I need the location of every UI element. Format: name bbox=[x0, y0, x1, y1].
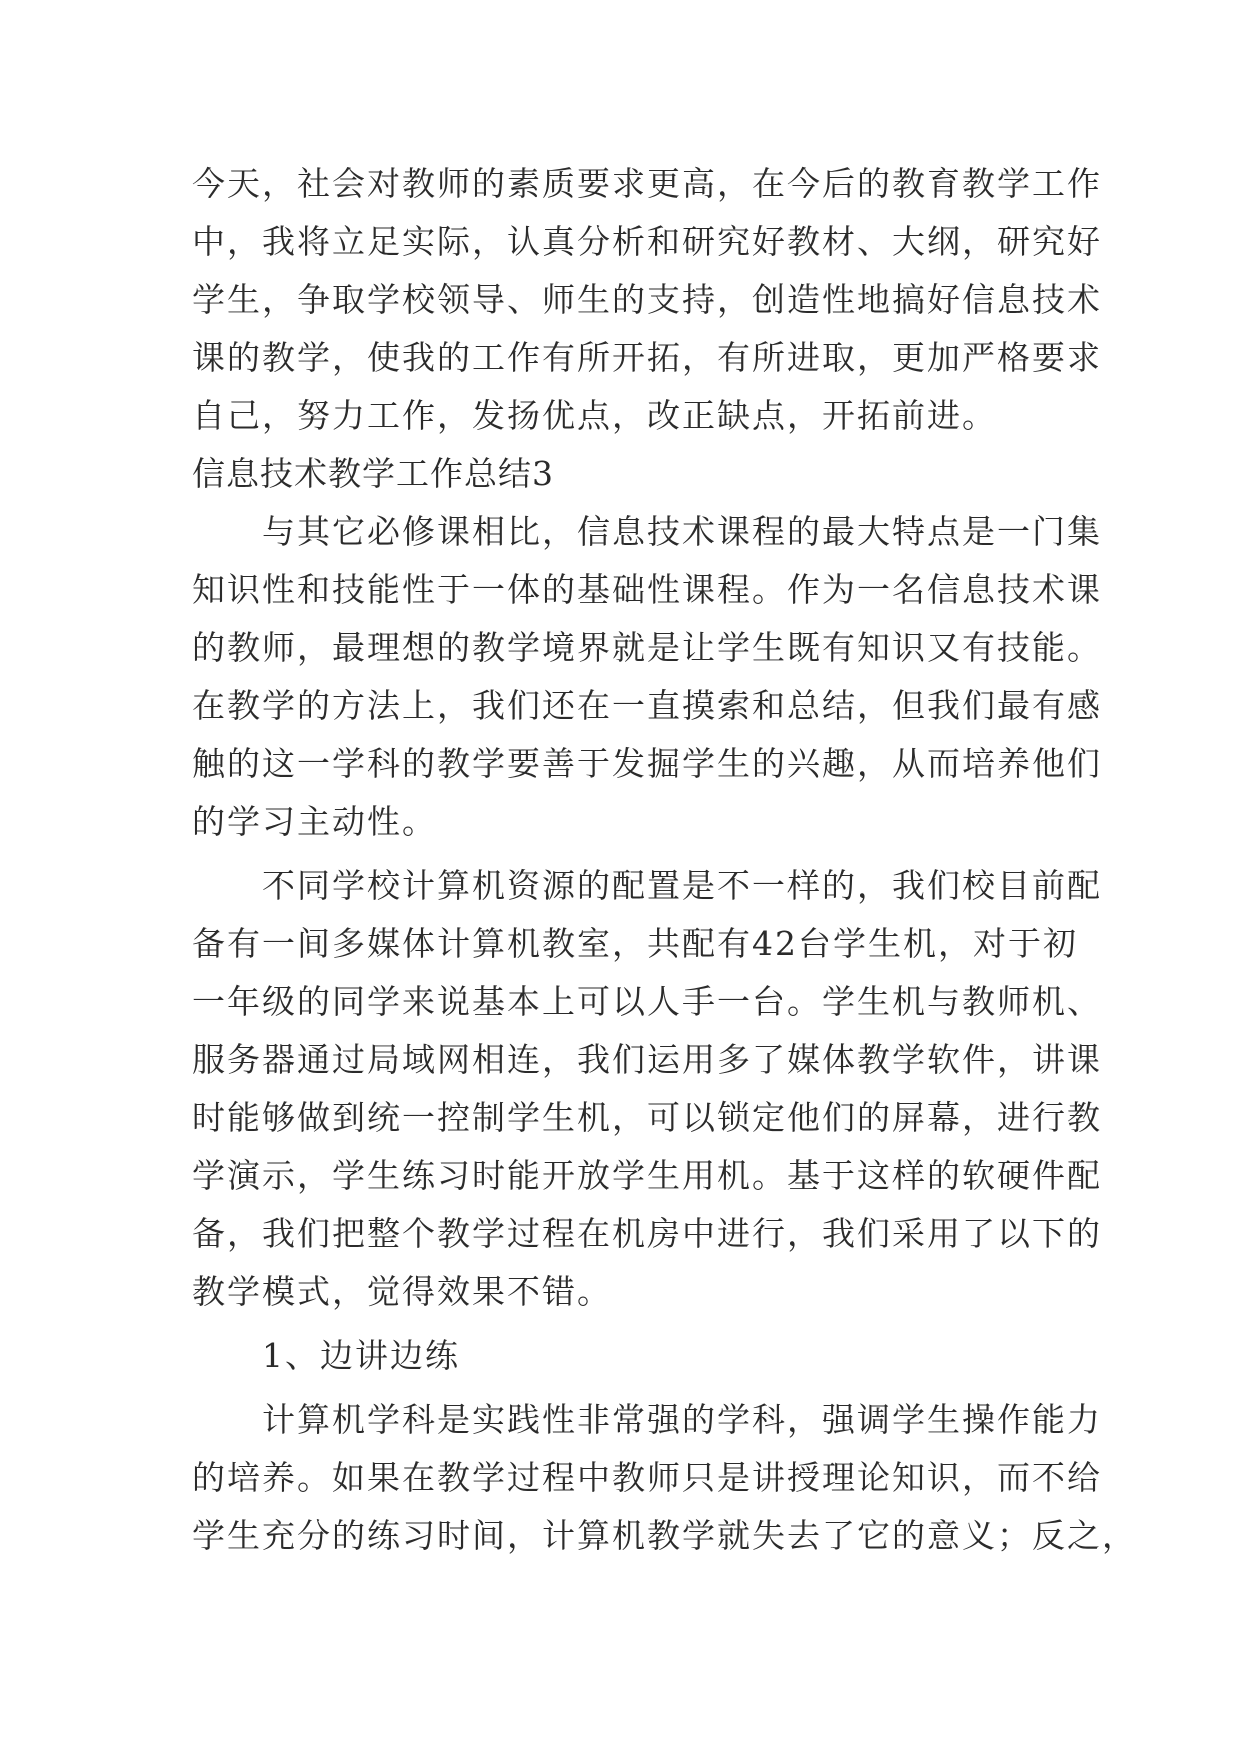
text-line: 教学模式，觉得效果不错。 bbox=[192, 1272, 612, 1311]
text-line: 中，我将立足实际，认真分析和研究好教材、大纲，研究好 bbox=[192, 222, 1102, 261]
text-line: 的培养。如果在教学过程中教师只是讲授理论知识，而不给 bbox=[192, 1458, 1102, 1497]
text-line: 的教师，最理想的教学境界就是让学生既有知识又有技能。 bbox=[192, 628, 1102, 667]
text-line: 自己，努力工作，发扬优点，改正缺点，开拓前进。 bbox=[192, 396, 997, 435]
text-line: 学生，争取学校领导、师生的支持，创造性地搞好信息技术 bbox=[192, 280, 1102, 319]
text-line: 知识性和技能性于一体的基础性课程。作为一名信息技术课 bbox=[192, 570, 1102, 609]
text-line: 触的这一学科的教学要善于发掘学生的兴趣，从而培养他们 bbox=[192, 744, 1102, 783]
text-line: 一年级的同学来说基本上可以人手一台。学生机与教师机、 bbox=[192, 982, 1102, 1021]
text-line: 课的教学，使我的工作有所开拓，有所进取，更加严格要求 bbox=[192, 338, 1102, 377]
text-line: 的学习主动性。 bbox=[192, 802, 437, 841]
text-line: 备有一间多媒体计算机教室，共配有42台学生机，对于初 bbox=[192, 924, 1078, 963]
subsection-heading: 1、边讲边练 bbox=[192, 1336, 460, 1375]
text-line: 计算机学科是实践性非常强的学科，强调学生操作能力 bbox=[192, 1400, 1102, 1439]
text-line: 学演示，学生练习时能开放学生用机。基于这样的软硬件配 bbox=[192, 1156, 1102, 1195]
section-heading: 信息技术教学工作总结3 bbox=[192, 454, 554, 493]
text-line: 时能够做到统一控制学生机，可以锁定他们的屏幕，进行教 bbox=[192, 1098, 1102, 1137]
text-line: 服务器通过局域网相连，我们运用多了媒体教学软件，讲课 bbox=[192, 1040, 1102, 1079]
text-line: 在教学的方法上，我们还在一直摸索和总结，但我们最有感 bbox=[192, 686, 1102, 725]
text-line: 备，我们把整个教学过程在机房中进行，我们采用了以下的 bbox=[192, 1214, 1102, 1253]
text-line: 今天，社会对教师的素质要求更高，在今后的教育教学工作 bbox=[192, 164, 1102, 203]
document-body bbox=[192, 155, 1137, 1565]
text-line: 与其它必修课相比，信息技术课程的最大特点是一门集 bbox=[192, 512, 1102, 551]
text-line: 不同学校计算机资源的配置是不一样的，我们校目前配 bbox=[192, 866, 1102, 905]
text-line: 学生充分的练习时间，计算机教学就失去了它的意义；反之， bbox=[192, 1516, 1137, 1555]
